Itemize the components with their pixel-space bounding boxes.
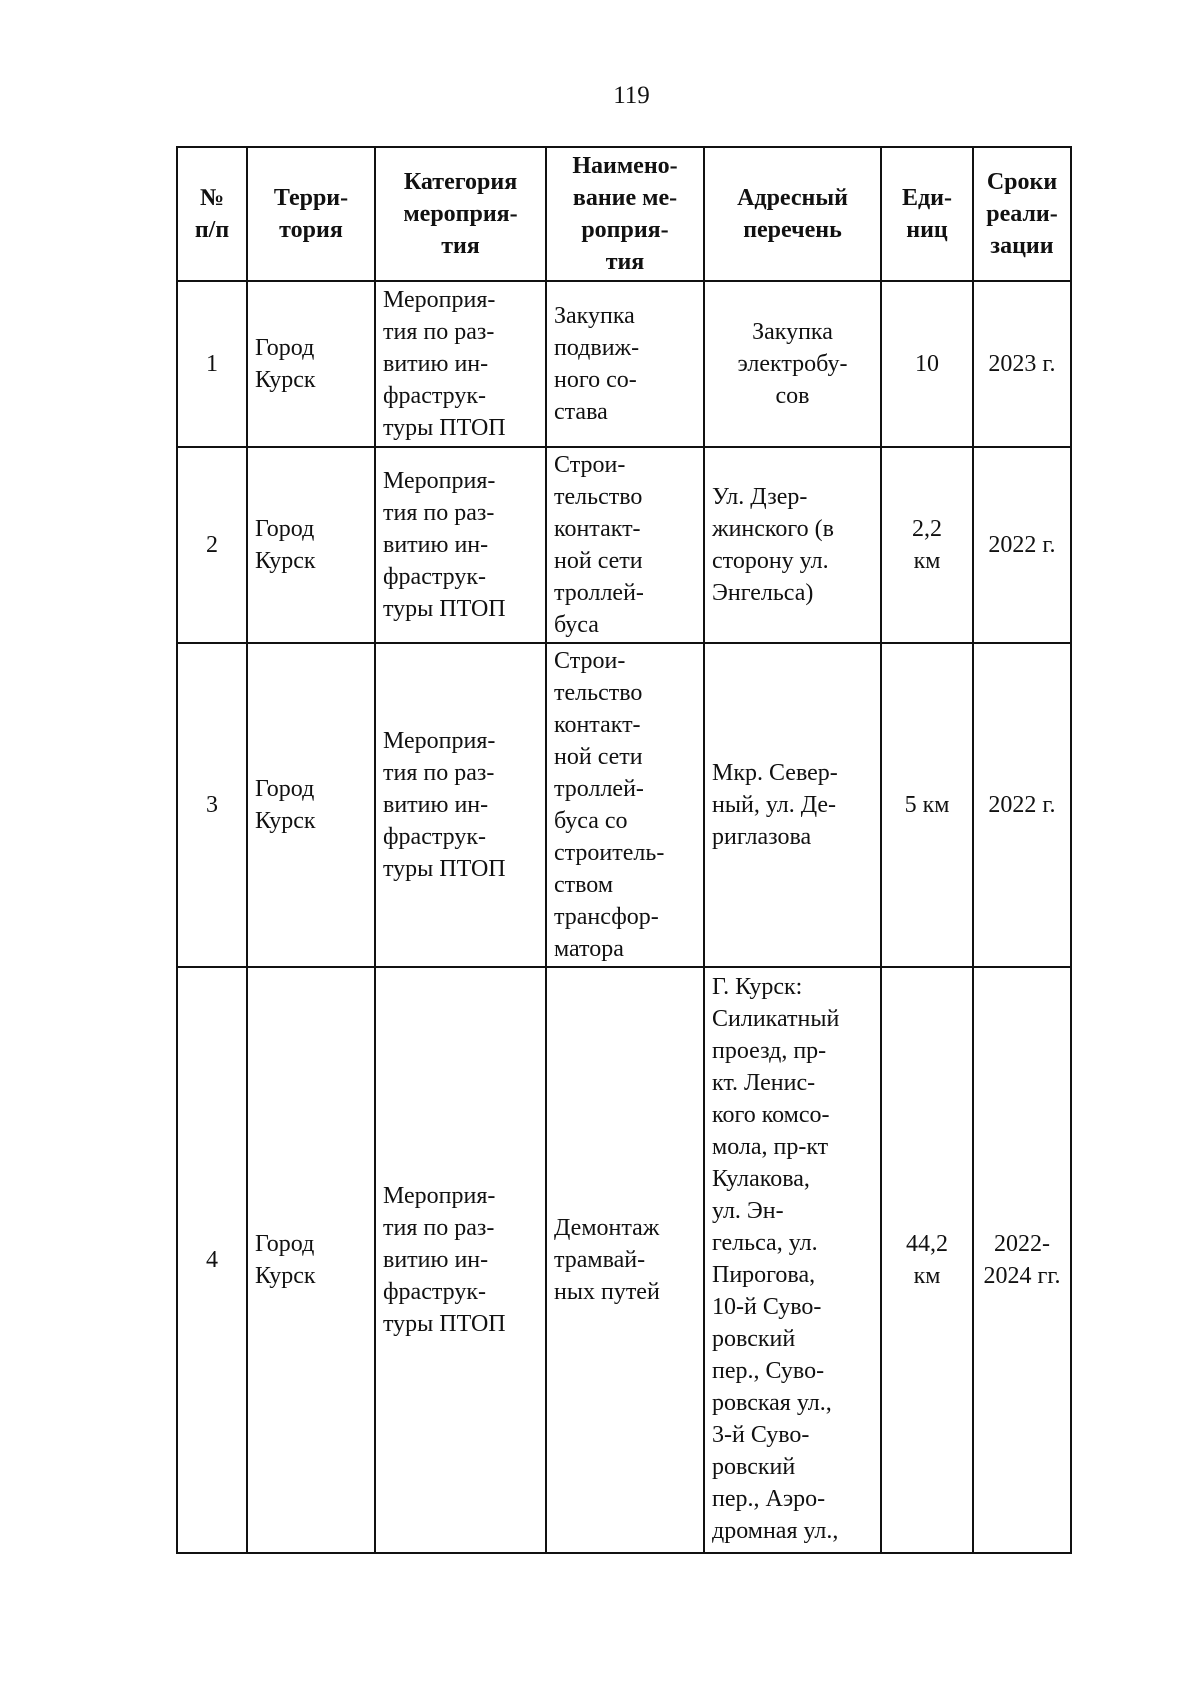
- table-row: [177, 967, 1071, 1553]
- cell-units: 2,2 км: [881, 447, 973, 643]
- cell-name: Строи- тельство контакт- ной сети троллей- буса со строитель- ством трансфор- матора: [546, 643, 704, 967]
- cell-term: 2022- 2024 гг.: [973, 967, 1071, 1553]
- cell-number: 2: [177, 447, 247, 643]
- cell-category: Мероприя- тия по раз- витию ин- фраструк- туры ПТОП: [375, 967, 546, 1553]
- cell-term: 2023 г.: [973, 281, 1071, 447]
- cell-address: Г. Курск: Силикатный проезд, пр- кт. Ленис- кого комсо- мола, пр-кт Кулакова, ул. Эн- гельса, ул. Пирогова, 10-й Суво- ровский пер., Суво- ровская ул., 3-й Суво- ровский пер., Аэро- дромная ул.,: [704, 967, 881, 1553]
- cell-term: 2022 г.: [973, 643, 1071, 967]
- cell-units: 10: [881, 281, 973, 447]
- cell-number: 4: [177, 967, 247, 1553]
- table-row: [177, 643, 1071, 967]
- header-territory: Терри- тория: [247, 147, 375, 281]
- header-term: Сроки реали- зации: [973, 147, 1071, 281]
- cell-category: Мероприя- тия по раз- витию ин- фраструк- туры ПТОП: [375, 281, 546, 447]
- cell-number: 3: [177, 643, 247, 967]
- cell-category: Мероприя- тия по раз- витию ин- фраструк- туры ПТОП: [375, 447, 546, 643]
- table-header-row: [177, 147, 1071, 281]
- cell-territory: Город Курск: [247, 281, 375, 447]
- page-number: 119: [613, 82, 650, 109]
- header-address: Адресный перечень: [704, 147, 881, 281]
- header-category: Категория мероприя- тия: [375, 147, 546, 281]
- cell-address: Закупка электробу- сов: [704, 281, 881, 447]
- cell-units: 44,2 км: [881, 967, 973, 1553]
- cell-units: 5 км: [881, 643, 973, 967]
- cell-term: 2022 г.: [973, 447, 1071, 643]
- cell-territory: Город Курск: [247, 447, 375, 643]
- cell-address: Мкр. Север- ный, ул. Де- риглазова: [704, 643, 881, 967]
- activities-table: [176, 146, 1072, 1554]
- header-name: Наимено- вание ме- роприя- тия: [546, 147, 704, 281]
- table-row: [177, 281, 1071, 447]
- cell-category: Мероприя- тия по раз- витию ин- фраструк- туры ПТОП: [375, 643, 546, 967]
- table-row: [177, 447, 1071, 643]
- cell-number: 1: [177, 281, 247, 447]
- header-units: Еди- ниц: [881, 147, 973, 281]
- cell-name: Строи- тельство контакт- ной сети троллей- буса: [546, 447, 704, 643]
- cell-territory: Город Курск: [247, 643, 375, 967]
- cell-name: Закупка подвиж- ного со- става: [546, 281, 704, 447]
- cell-address: Ул. Дзер- жинского (в сторону ул. Энгельса): [704, 447, 881, 643]
- cell-territory: Город Курск: [247, 967, 375, 1553]
- header-number: № п/п: [177, 147, 247, 281]
- cell-name: Демонтаж трамвай- ных путей: [546, 967, 704, 1553]
